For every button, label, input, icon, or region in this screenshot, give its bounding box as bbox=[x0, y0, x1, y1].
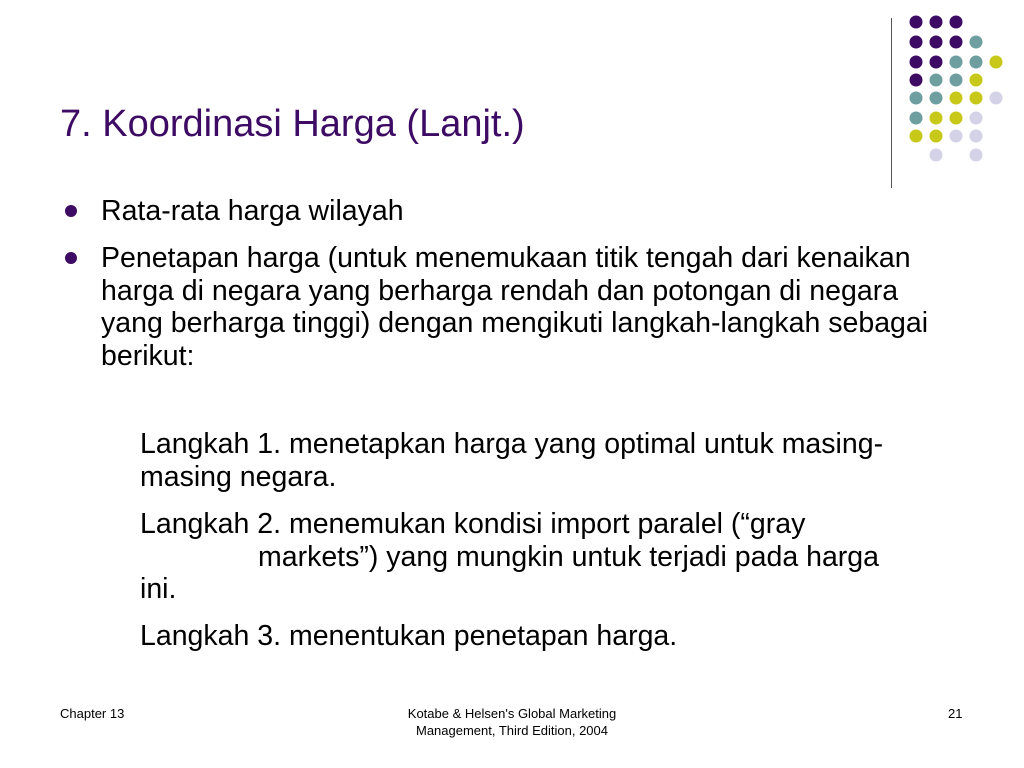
decorative-dot bbox=[970, 56, 983, 69]
bullet-item bbox=[101, 242, 941, 372]
decorative-dot bbox=[990, 92, 1003, 105]
step-2 bbox=[140, 508, 920, 606]
footer-source-line-2: Management, Third Edition, 2004 bbox=[416, 723, 608, 738]
bullet-icon bbox=[65, 205, 77, 217]
decorative-dot bbox=[910, 36, 923, 49]
decorative-dot bbox=[930, 112, 943, 125]
decorative-dot bbox=[970, 130, 983, 143]
decorative-dot bbox=[910, 56, 923, 69]
decorative-dot bbox=[990, 56, 1003, 69]
step-2-part-2: markets”) yang mungkin untuk terjadi pada harga ini. bbox=[140, 540, 880, 605]
bullet-text: Penetapan harga (untuk menemukaan titik tengah dari kenaikan harga di negara yang berharga rendah dan potongan di negara yang berharga tinggi) dengan mengikuti langkah-langkah sebagai berikut: bbox=[101, 242, 929, 372]
decorative-dot bbox=[910, 112, 923, 125]
decorative-dot bbox=[950, 112, 963, 125]
decorative-dot bbox=[950, 74, 963, 87]
decorative-dot bbox=[970, 149, 983, 162]
decorative-dot bbox=[950, 130, 963, 143]
decorative-dot bbox=[950, 56, 963, 69]
decorative-dot bbox=[930, 149, 943, 162]
step-1: Langkah 1. menetapkan harga yang optimal untuk masing-masing negara. bbox=[140, 428, 884, 493]
bullet-icon bbox=[65, 252, 77, 264]
decorative-dot bbox=[930, 92, 943, 105]
decorative-dot bbox=[970, 92, 983, 105]
footer-chapter: Chapter 13 bbox=[60, 706, 125, 721]
decorative-dot bbox=[910, 74, 923, 87]
divider-line bbox=[891, 18, 892, 188]
decorative-dot bbox=[970, 112, 983, 125]
decorative-dot bbox=[950, 92, 963, 105]
decorative-dot bbox=[970, 74, 983, 87]
decorative-dot bbox=[930, 56, 943, 69]
decorative-dot bbox=[950, 16, 963, 29]
bullet-item bbox=[101, 195, 941, 228]
footer-page-number: 21 bbox=[948, 706, 963, 721]
decorative-dot bbox=[910, 130, 923, 143]
decorative-dot bbox=[910, 16, 923, 29]
decorative-dot bbox=[970, 36, 983, 49]
decorative-dot bbox=[930, 74, 943, 87]
bullet-text: Rata-rata harga wilayah bbox=[101, 195, 404, 227]
footer-source bbox=[362, 705, 662, 739]
decorative-dot bbox=[910, 92, 923, 105]
decorative-dot bbox=[950, 36, 963, 49]
step-3: Langkah 3. menentukan penetapan harga. bbox=[140, 620, 678, 652]
decorative-dot bbox=[930, 16, 943, 29]
footer-source-line-1: Kotabe & Helsen's Global Marketing bbox=[407, 706, 617, 721]
decorative-dot-grid bbox=[0, 0, 1024, 200]
decorative-dot bbox=[930, 130, 943, 143]
slide-title: 7. Koordinasi Harga (Lanjt.) bbox=[60, 103, 525, 145]
step-2-part-1: Langkah 2. menemukan kondisi import paralel (“gray bbox=[140, 508, 806, 540]
decorative-dot bbox=[930, 36, 943, 49]
